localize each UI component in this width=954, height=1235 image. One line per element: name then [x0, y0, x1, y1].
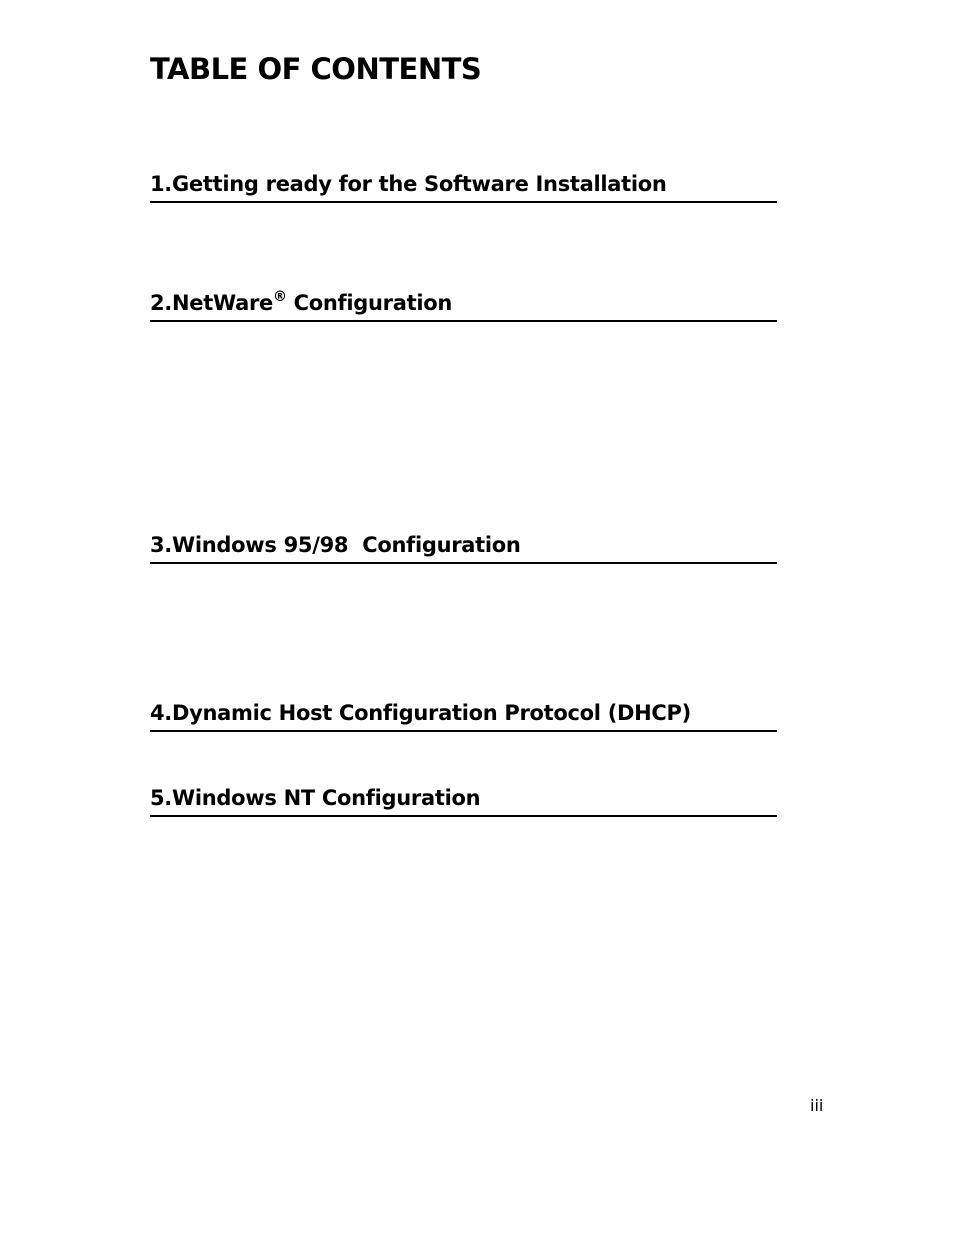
- toc-entry-getting-ready: [150, 163, 777, 203]
- toc-entry-dhcp: [150, 692, 777, 732]
- toc-entry-number: 3.: [150, 533, 172, 557]
- toc-entry-number: 1.: [150, 172, 172, 196]
- toc-entry-label: Getting ready for the Software Installation: [172, 172, 667, 196]
- toc-entry-number: 5.: [150, 786, 172, 810]
- toc-entry-number: 2.: [150, 291, 172, 315]
- toc-entry-windows-95-98: [150, 524, 777, 564]
- toc-entry-label-suffix: Configuration: [286, 291, 453, 315]
- toc-entry-windows-nt: [150, 777, 777, 817]
- toc-entry-label: Dynamic Host Configuration Protocol (DHCP): [172, 701, 691, 725]
- toc-entry-label: NetWare: [172, 291, 273, 315]
- registered-mark: ®: [272, 289, 287, 305]
- toc-entry-label: Windows NT Configuration: [172, 786, 481, 810]
- toc-entry-netware: [150, 282, 777, 322]
- page-title: TABLE OF CONTENTS: [150, 52, 482, 86]
- toc-entry-number: 4.: [150, 701, 172, 725]
- toc-entry-label: Windows 95/98 Configuration: [172, 533, 521, 557]
- page-number: iii: [810, 1096, 824, 1115]
